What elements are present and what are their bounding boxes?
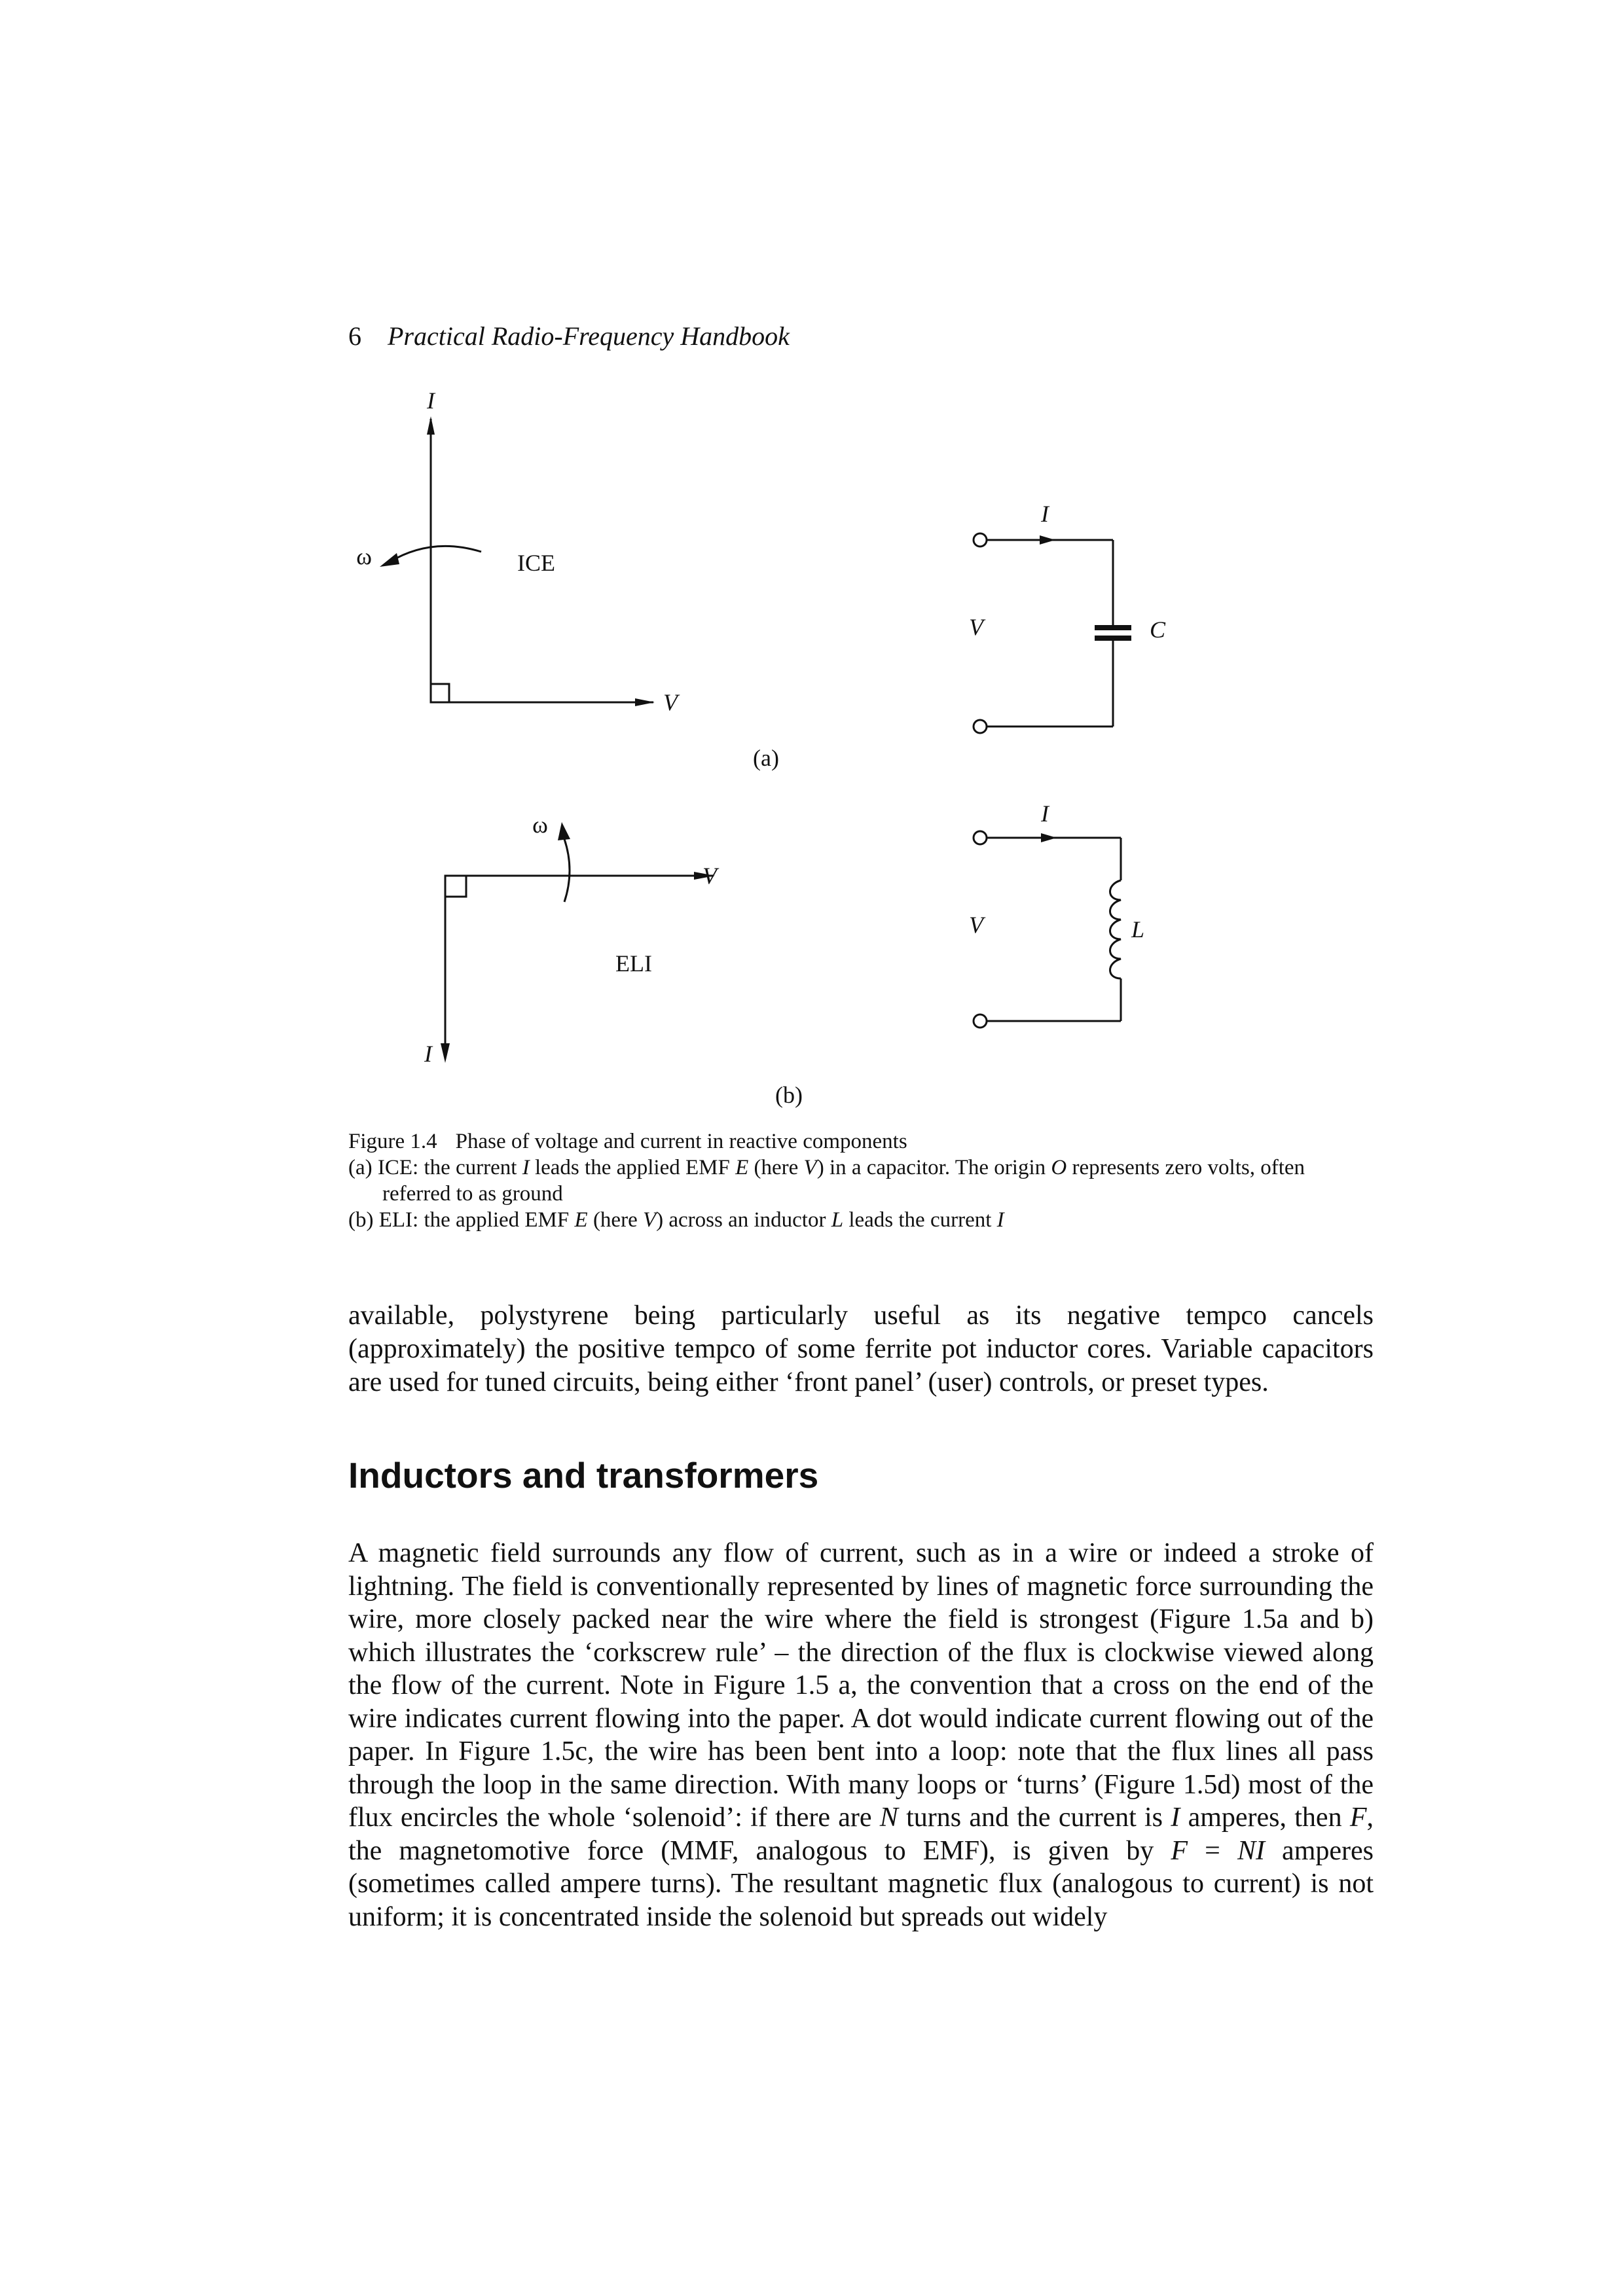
rotation-arc bbox=[564, 839, 570, 902]
body-paragraph-1: available, polystyrene being particularly useful as its negative tempco cancels (approximately) the positive tempco of some ferrite pot inductor cores. Variable capacitors are used for tuned circuits, being either ‘front panel’ (user) controls, or preset types. bbox=[348, 1300, 1374, 1397]
caption-item-a: (a) ICE: the current I leads the applied EMF E (here V) in a capacitor. The origin O represents zero volts, often bbox=[348, 1156, 1305, 1179]
caption-title: Phase of voltage and current in reactive components bbox=[455, 1130, 907, 1153]
current-arrow bbox=[1040, 535, 1055, 545]
rotation-arc bbox=[390, 546, 481, 562]
figure-caption bbox=[348, 1128, 1374, 1233]
caption-title-line bbox=[348, 1128, 1374, 1155]
caption-item-a-continuation: referred to as ground bbox=[382, 1182, 563, 1206]
label-inductor: L bbox=[1131, 916, 1145, 942]
label-current-b: I bbox=[424, 1041, 432, 1067]
label-circuit-current-a: I bbox=[1041, 501, 1049, 527]
capacitor-circuit bbox=[974, 533, 1131, 733]
eli-phasor-diagram bbox=[441, 822, 715, 1063]
book-title: Practical Radio-Frequency Handbook bbox=[388, 321, 790, 351]
label-omega-a: ω bbox=[356, 543, 372, 569]
label-voltage-a: V bbox=[663, 689, 678, 715]
terminal-bottom bbox=[974, 1014, 987, 1028]
label-voltage-b: V bbox=[702, 863, 717, 889]
label-circuit-voltage-a: V bbox=[969, 614, 983, 640]
right-angle-mark bbox=[445, 876, 466, 897]
terminal-bottom bbox=[974, 720, 987, 733]
page-number: 6 bbox=[348, 321, 361, 351]
right-angle-mark bbox=[431, 684, 449, 702]
caption-figure-number: Figure 1.4 bbox=[348, 1130, 437, 1153]
terminal-top bbox=[974, 533, 987, 547]
label-capacitor: C bbox=[1150, 617, 1166, 643]
body-paragraph-2: A magnetic field surrounds any flow of current, such as in a wire or indeed a stroke of lightning. The field is conventionally represented by lines of magnetic force surrounding the wire, more closely packed near the wire where the field is strongest (Figure 1.5a and b) which illustrates the ‘corkscrew rule’ – the direction of the flux is clockwise viewed along the flow of the current. Note in Figure 1.5 a, the convention that a cross on the end of the wire indicates current flowing into the paper. A dot would indicate current flowing out of the paper. In Figure 1.5c, the wire has been bent into a loop: note that the flux lines all pass through the loop in the same direction. With many loops or ‘turns’ (Figure 1.5d) most of the flux encircles the whole ‘solenoid’: if there are N turns and the current is I amperes, then F, the magnetomotive force (MMF, analogous to EMF), is given by F = NI amperes (sometimes called ampere turns). The resultant magnetic flux (analogous to current) is not uniform; it is concentrated inside the solenoid but spreads out widely bbox=[348, 1538, 1374, 1932]
figure-1-4 bbox=[0, 0, 1623, 1126]
caption-item-b: (b) ELI: the applied EMF E (here V) across an inductor L leads the current I bbox=[348, 1208, 1004, 1232]
label-circuit-current-b: I bbox=[1041, 800, 1049, 827]
panel-a-label: (a) bbox=[753, 745, 779, 771]
current-arrow bbox=[1041, 833, 1057, 842]
label-current-a: I bbox=[427, 387, 435, 414]
section-heading: Inductors and transformers bbox=[348, 1455, 819, 1496]
label-circuit-voltage-b: V bbox=[969, 912, 983, 938]
label-eli: ELI bbox=[615, 950, 652, 977]
inductor-coil bbox=[1110, 880, 1122, 978]
panel-b-label: (b) bbox=[775, 1082, 803, 1108]
inductor-circuit bbox=[974, 831, 1121, 1028]
label-omega-b: ω bbox=[532, 812, 548, 838]
label-ice: ICE bbox=[517, 550, 555, 576]
terminal-top bbox=[974, 831, 987, 844]
